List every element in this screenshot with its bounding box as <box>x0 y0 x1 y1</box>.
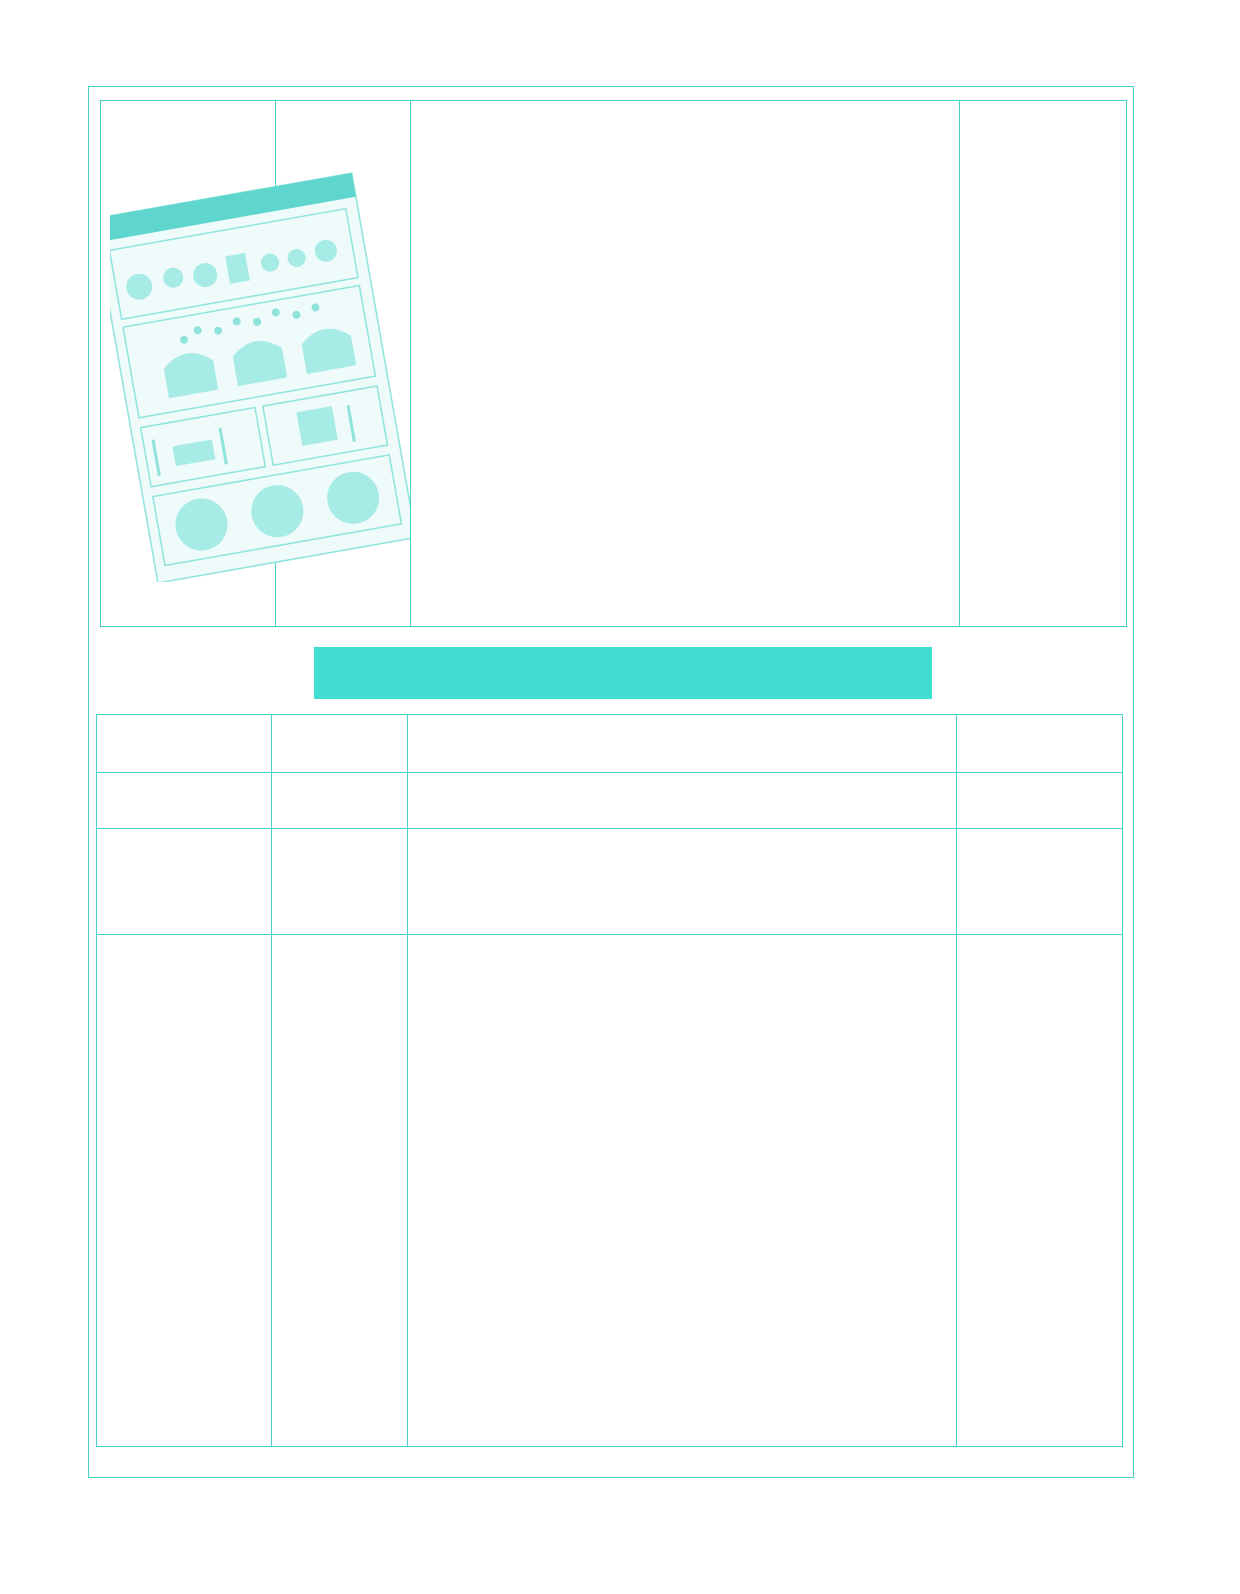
workbook-page-image <box>110 152 410 582</box>
evaluation-table <box>96 714 1123 1447</box>
session-banner <box>314 647 932 699</box>
